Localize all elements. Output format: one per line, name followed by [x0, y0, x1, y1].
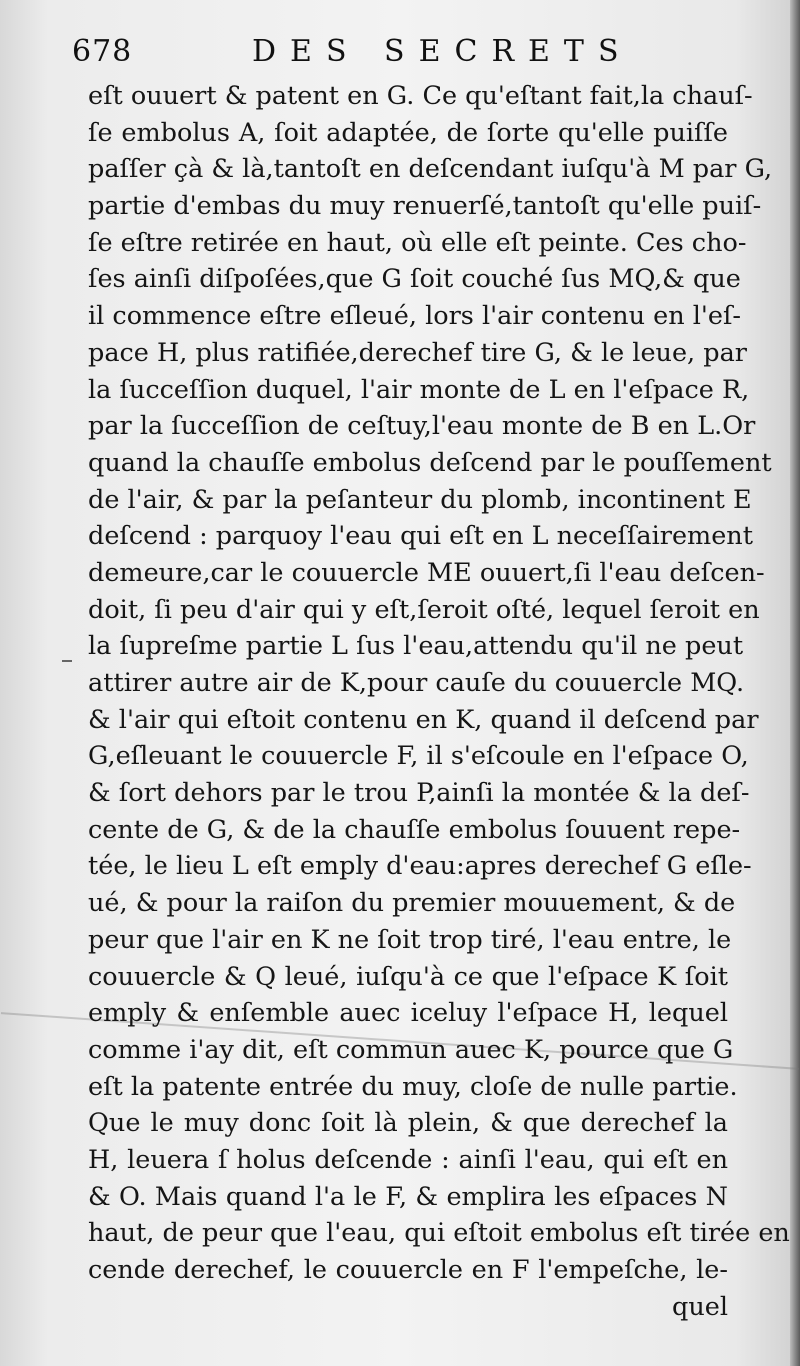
text-line: haut, de peur que l'eau, qui eſtoit embolus eſt tirée en [88, 1218, 790, 1249]
page-edge-shadow [790, 0, 800, 1366]
text-line: pace H, plus ratifiée,derechef tire G, & le leue, par [88, 337, 747, 368]
text-line: partie d'embas du muy renuerſé,tantoſt qu'elle puiſ- [88, 191, 762, 222]
body-text [88, 78, 790, 1325]
text-line: ſe eſtre retirée en haut, où elle eſt peinte. Ces cho- [88, 227, 747, 258]
text-line: G,eſleuant le couuercle F, il s'eſcoule en l'eſpace O, [88, 741, 749, 772]
text-line: paſſer çà & là,tantoſt en deſcendant iuſqu'à M par G, [88, 154, 773, 185]
text-line: ſes ainſi diſpoſées,que G ſoit couché ſus MQ,& que [88, 264, 741, 295]
text-line: & ſort dehors par le trou P,ainſi la montée & la deſ- [88, 778, 750, 809]
text-line: de l'air, & par la peſanteur du plomb, incontinent E [88, 484, 752, 515]
text-line: couuercle & Q leué, iuſqu'à ce que l'eſpace K ſoit [88, 961, 728, 992]
text-line: cente de G, & de la chauſſe embolus ſouuent repe- [88, 814, 741, 845]
text-line: deſcend : parquoy l'eau qui eſt en L neceſſairement [88, 521, 753, 552]
page-number: 678 [72, 34, 133, 69]
text-line: eſt ouuert & patent en G. Ce qu'eſtant fait,la chauſ- [88, 81, 753, 111]
text-line: Que le muy donc ſoit là plein, & que derechef la [88, 1108, 728, 1139]
text-line: eſt la patente entrée du muy, cloſe de nulle partie. [88, 1071, 738, 1102]
text-line: par la ſucceſſion de ceſtuy,l'eau monte de B en L.Or [88, 411, 756, 442]
text-line: quand la chauſſe embolus deſcend par le pouſſement [88, 447, 772, 478]
text-line: cende derechef, le couuercle en F l'empeſche, le- [88, 1255, 728, 1285]
text-line: demeure,car le couuercle ME ouuert,ſi l'eau deſcen- [88, 557, 765, 588]
text-line: ſe embolus A, ſoit adaptée, de ſorte qu'elle puiſſe [88, 117, 728, 148]
text-line: H, leuera ſ holus deſcende : ainſi l'eau, qui eſt en [88, 1144, 728, 1175]
text-line: comme i'ay dit, eſt commun auec K, pource que G [88, 1034, 734, 1065]
text-line: emply & enſemble auec iceluy l'eſpace H, lequel [88, 998, 728, 1029]
text-line: tée, le lieu L eſt emply d'eau:apres derechef G eſle- [88, 851, 752, 882]
text-line: doit, ſi peu d'air qui y eſt,ſeroit oſté, lequel ſeroit en [88, 594, 760, 625]
text-line: peur que l'air en K ne ſoit trop tiré, l'eau entre, le [88, 924, 732, 955]
text-line: attirer autre air de K,pour cauſe du couuercle MQ. [88, 668, 745, 698]
text-line: la ſupreſme partie L ſus l'eau,attendu qu'il ne peut [88, 631, 744, 662]
running-title: DES SECRETS [252, 34, 633, 69]
text-line: la ſucceſſion duquel, l'air monte de L en l'eſpace R, [88, 374, 750, 405]
text-line: il commence eſtre eſleué, lors l'air contenu en l'eſ- [88, 301, 742, 332]
page-header [72, 30, 712, 74]
text-line: & l'air qui eſtoit contenu en K, quand il deſcend par [88, 704, 759, 735]
catchword: quel [672, 1291, 728, 1322]
text-line: & O. Mais quand l'a le F, & emplira les eſpaces N [88, 1181, 728, 1212]
text-line: ué, & pour la raiſon du premier mouuement, & de [88, 888, 736, 919]
margin-mark [62, 660, 72, 662]
